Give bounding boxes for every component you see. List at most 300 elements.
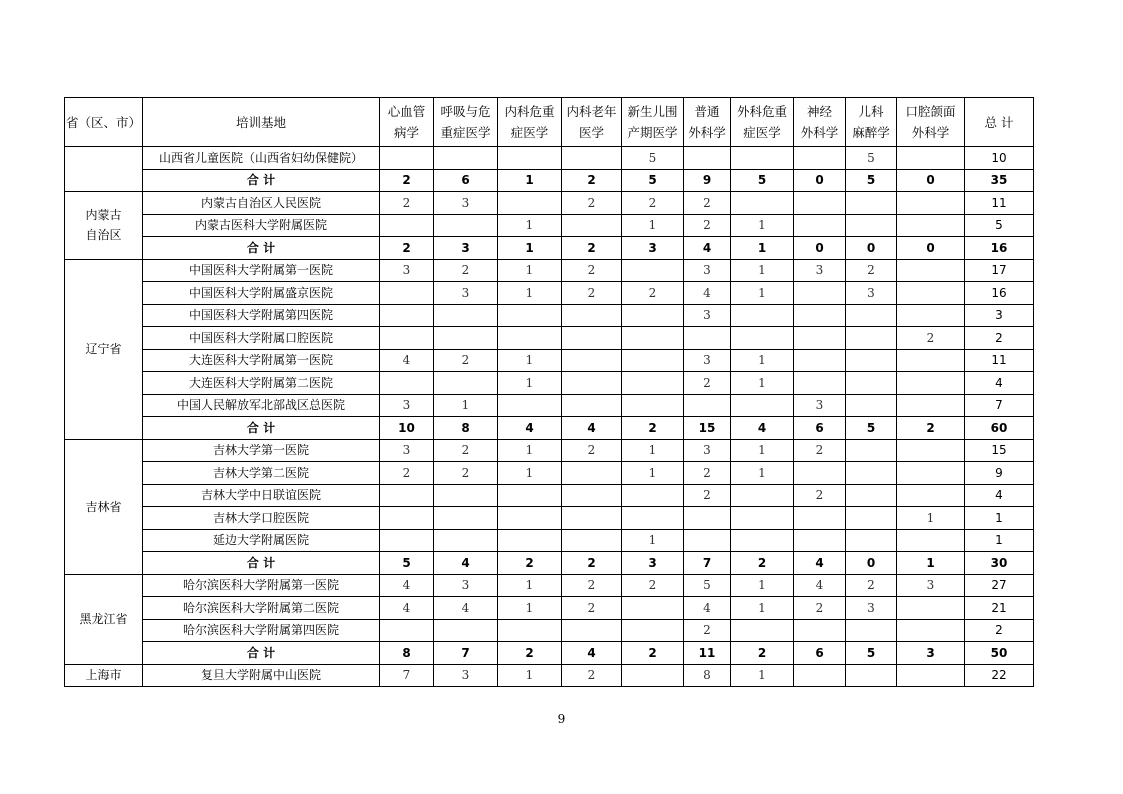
- value-cell: 1: [731, 462, 794, 485]
- header-province: 省（区、市）: [65, 98, 143, 147]
- province-cell: [65, 147, 143, 192]
- value-cell: [846, 372, 897, 395]
- header-line: 外科学: [688, 125, 726, 140]
- value-cell: 3: [684, 259, 731, 282]
- value-cell: 2: [562, 574, 622, 597]
- row-total: 9: [965, 462, 1034, 485]
- header-specialty-5: [622, 98, 684, 147]
- value-cell: [846, 507, 897, 530]
- subtotal-label: 合 计: [143, 169, 380, 192]
- value-cell: 3: [794, 259, 846, 282]
- value-cell: 2: [434, 462, 498, 485]
- value-cell: [794, 214, 846, 237]
- header-line: 症医学: [510, 125, 549, 140]
- subtotal-total: 30: [965, 552, 1034, 575]
- value-cell: 1: [498, 259, 562, 282]
- value-cell: [897, 349, 965, 372]
- subtotal-value: 5: [846, 642, 897, 665]
- header-total: 总 计: [965, 98, 1034, 147]
- subtotal-total: 16: [965, 237, 1034, 260]
- province-cell: [65, 259, 143, 439]
- value-cell: [897, 259, 965, 282]
- header-line: 外科危重: [736, 104, 787, 119]
- row-total: 21: [965, 597, 1034, 620]
- value-cell: [731, 507, 794, 530]
- value-cell: 4: [684, 597, 731, 620]
- subtotal-value: 2: [731, 642, 794, 665]
- value-cell: 3: [434, 282, 498, 305]
- subtotal-value: 3: [434, 237, 498, 260]
- value-cell: 4: [380, 597, 434, 620]
- value-cell: 2: [562, 192, 622, 215]
- value-cell: [897, 372, 965, 395]
- row-total: 15: [965, 439, 1034, 462]
- value-cell: 3: [380, 259, 434, 282]
- value-cell: [846, 664, 897, 687]
- header-specialty-6: [684, 98, 731, 147]
- value-cell: [622, 372, 684, 395]
- value-cell: [562, 214, 622, 237]
- province-name: 内蒙古: [85, 208, 122, 223]
- value-cell: [434, 619, 498, 642]
- value-cell: [380, 507, 434, 530]
- value-cell: [846, 439, 897, 462]
- value-cell: [846, 192, 897, 215]
- value-cell: [897, 439, 965, 462]
- table-row: [65, 484, 1034, 507]
- table-row: [65, 327, 1034, 350]
- value-cell: [498, 394, 562, 417]
- value-cell: 2: [794, 439, 846, 462]
- value-cell: [380, 327, 434, 350]
- value-cell: [380, 214, 434, 237]
- value-cell: 1: [498, 574, 562, 597]
- header-line: 神经: [806, 104, 832, 119]
- value-cell: [622, 349, 684, 372]
- value-cell: [498, 327, 562, 350]
- value-cell: [622, 597, 684, 620]
- header-line: 症医学: [743, 125, 781, 140]
- value-cell: [846, 529, 897, 552]
- value-cell: [434, 529, 498, 552]
- value-cell: 1: [498, 372, 562, 395]
- row-total: 5: [965, 214, 1034, 237]
- value-cell: [434, 507, 498, 530]
- subtotal-value: 2: [498, 552, 562, 575]
- value-cell: 3: [434, 574, 498, 597]
- hospital-name: 哈尔滨医科大学附属第一医院: [143, 574, 380, 597]
- subtotal-value: 0: [897, 237, 965, 260]
- value-cell: 1: [731, 574, 794, 597]
- value-cell: [846, 214, 897, 237]
- province-name: 辽宁省: [85, 342, 122, 356]
- header-line: 麻醉学: [852, 125, 890, 140]
- subtotal-row: [65, 642, 1034, 665]
- subtotal-value: 2: [498, 642, 562, 665]
- hospital-name: 哈尔滨医科大学附属第四医院: [143, 619, 380, 642]
- value-cell: 3: [380, 439, 434, 462]
- value-cell: [622, 327, 684, 350]
- subtotal-value: 2: [562, 552, 622, 575]
- row-total: 10: [965, 147, 1034, 170]
- value-cell: [684, 327, 731, 350]
- value-cell: [684, 394, 731, 417]
- value-cell: 7: [380, 664, 434, 687]
- header-line: 外科学: [911, 125, 950, 140]
- value-cell: [562, 462, 622, 485]
- province-name: 吉林省: [85, 499, 122, 514]
- subtotal-value: 6: [794, 642, 846, 665]
- subtotal-value: 15: [684, 417, 731, 440]
- value-cell: 1: [731, 214, 794, 237]
- province-cell: [65, 664, 143, 687]
- value-cell: 1: [434, 394, 498, 417]
- value-cell: 1: [731, 664, 794, 687]
- value-cell: 1: [731, 597, 794, 620]
- hospital-name: 吉林大学第一医院: [143, 439, 380, 462]
- value-cell: [794, 462, 846, 485]
- subtotal-value: 6: [434, 169, 498, 192]
- value-cell: 1: [498, 664, 562, 687]
- row-total: 17: [965, 259, 1034, 282]
- value-cell: [562, 147, 622, 170]
- header-specialty-10: [897, 98, 965, 147]
- value-cell: [897, 484, 965, 507]
- value-cell: 2: [622, 574, 684, 597]
- subtotal-value: 3: [897, 642, 965, 665]
- subtotal-value: 4: [562, 642, 622, 665]
- subtotal-value: 0: [794, 237, 846, 260]
- value-cell: [897, 214, 965, 237]
- subtotal-value: 8: [434, 417, 498, 440]
- value-cell: [731, 619, 794, 642]
- header-line: 产期医学: [627, 125, 678, 140]
- subtotal-row: [65, 417, 1034, 440]
- hospital-name: 哈尔滨医科大学附属第二医院: [143, 597, 380, 620]
- value-cell: 1: [498, 282, 562, 305]
- value-cell: [498, 192, 562, 215]
- header-line: 普通: [694, 104, 720, 119]
- hospital-name: 内蒙古自治区人民医院: [143, 192, 380, 215]
- row-total: 11: [965, 192, 1034, 215]
- hospital-name: 中国医科大学附属第四医院: [143, 304, 380, 327]
- header-line: 病学: [393, 125, 419, 140]
- value-cell: [434, 147, 498, 170]
- subtotal-value: 2: [622, 642, 684, 665]
- table-row: [65, 619, 1034, 642]
- value-cell: [731, 394, 794, 417]
- value-cell: 2: [897, 327, 965, 350]
- subtotal-value: 5: [731, 169, 794, 192]
- subtotal-value: 4: [684, 237, 731, 260]
- value-cell: 2: [794, 484, 846, 507]
- subtotal-value: 10: [380, 417, 434, 440]
- value-cell: 4: [434, 597, 498, 620]
- value-cell: 4: [380, 349, 434, 372]
- value-cell: [794, 304, 846, 327]
- value-cell: [434, 327, 498, 350]
- province-cell: [65, 192, 143, 260]
- value-cell: [562, 484, 622, 507]
- value-cell: 2: [794, 597, 846, 620]
- value-cell: [897, 529, 965, 552]
- value-cell: [622, 304, 684, 327]
- row-total: 7: [965, 394, 1034, 417]
- subtotal-value: 5: [846, 169, 897, 192]
- value-cell: 3: [434, 192, 498, 215]
- hospital-name: 吉林大学口腔医院: [143, 507, 380, 530]
- subtotal-value: 2: [562, 169, 622, 192]
- value-cell: 1: [731, 259, 794, 282]
- header-training-base: 培训基地: [143, 98, 380, 147]
- value-cell: [434, 304, 498, 327]
- subtotal-total: 35: [965, 169, 1034, 192]
- value-cell: [897, 664, 965, 687]
- subtotal-value: 2: [380, 169, 434, 192]
- hospital-name: 中国人民解放军北部战区总医院: [143, 394, 380, 417]
- subtotal-value: 2: [897, 417, 965, 440]
- value-cell: [731, 484, 794, 507]
- subtotal-value: 4: [562, 417, 622, 440]
- value-cell: 2: [684, 462, 731, 485]
- value-cell: [498, 619, 562, 642]
- subtotal-value: 9: [684, 169, 731, 192]
- row-total: 4: [965, 372, 1034, 395]
- value-cell: 2: [684, 192, 731, 215]
- header-specialty-4: [562, 98, 622, 147]
- value-cell: [731, 147, 794, 170]
- hospital-name: 中国医科大学附属口腔医院: [143, 327, 380, 350]
- value-cell: [498, 507, 562, 530]
- subtotal-value: 0: [846, 552, 897, 575]
- table-row: [65, 529, 1034, 552]
- row-total: 2: [965, 619, 1034, 642]
- value-cell: [380, 529, 434, 552]
- value-cell: [380, 619, 434, 642]
- value-cell: [562, 529, 622, 552]
- table-row: [65, 214, 1034, 237]
- header-specialty-9: [846, 98, 897, 147]
- value-cell: [380, 147, 434, 170]
- row-total: 2: [965, 327, 1034, 350]
- training-base-table: [64, 97, 1034, 687]
- value-cell: [731, 327, 794, 350]
- value-cell: [380, 282, 434, 305]
- hospital-name: 大连医科大学附属第二医院: [143, 372, 380, 395]
- value-cell: [897, 394, 965, 417]
- value-cell: [562, 619, 622, 642]
- row-total: 22: [965, 664, 1034, 687]
- subtotal-value: 1: [731, 237, 794, 260]
- province-name: 自治区: [85, 228, 122, 243]
- hospital-name: 内蒙古医科大学附属医院: [143, 214, 380, 237]
- subtotal-value: 4: [434, 552, 498, 575]
- hospital-name: 山西省儿童医院（山西省妇幼保健院）: [143, 147, 380, 170]
- subtotal-value: 4: [794, 552, 846, 575]
- header-specialty-2: [434, 98, 498, 147]
- subtotal-value: 0: [794, 169, 846, 192]
- value-cell: 1: [897, 507, 965, 530]
- value-cell: [846, 304, 897, 327]
- value-cell: [498, 304, 562, 327]
- value-cell: 1: [622, 214, 684, 237]
- page-number: 9: [557, 712, 566, 726]
- province-name: 上海市: [85, 668, 122, 683]
- row-total: 11: [965, 349, 1034, 372]
- value-cell: [622, 259, 684, 282]
- table-row: [65, 372, 1034, 395]
- value-cell: 4: [794, 574, 846, 597]
- value-cell: 1: [622, 439, 684, 462]
- value-cell: [897, 147, 965, 170]
- subtotal-total: 60: [965, 417, 1034, 440]
- subtotal-value: 8: [380, 642, 434, 665]
- header-line: 新生儿围: [627, 104, 678, 119]
- value-cell: [622, 484, 684, 507]
- hospital-name: 复旦大学附属中山医院: [143, 664, 380, 687]
- subtotal-value: 0: [897, 169, 965, 192]
- value-cell: 2: [684, 372, 731, 395]
- value-cell: 2: [562, 439, 622, 462]
- value-cell: 2: [846, 259, 897, 282]
- value-cell: 3: [684, 304, 731, 327]
- row-total: 3: [965, 304, 1034, 327]
- table-row: [65, 282, 1034, 305]
- value-cell: 2: [380, 192, 434, 215]
- value-cell: [380, 304, 434, 327]
- header-line: 重症医学: [440, 125, 491, 140]
- table-row: [65, 597, 1034, 620]
- value-cell: [684, 147, 731, 170]
- value-cell: 2: [562, 597, 622, 620]
- value-cell: [794, 349, 846, 372]
- value-cell: [684, 507, 731, 530]
- province-cell: [65, 574, 143, 664]
- subtotal-value: 2: [622, 417, 684, 440]
- header-line: 内科危重: [504, 104, 555, 119]
- value-cell: [498, 147, 562, 170]
- value-cell: 2: [684, 214, 731, 237]
- value-cell: 2: [846, 574, 897, 597]
- value-cell: [846, 462, 897, 485]
- hospital-name: 延边大学附属医院: [143, 529, 380, 552]
- row-total: 1: [965, 507, 1034, 530]
- value-cell: 4: [684, 282, 731, 305]
- value-cell: 2: [562, 664, 622, 687]
- value-cell: 5: [846, 147, 897, 170]
- subtotal-value: 2: [562, 237, 622, 260]
- value-cell: [846, 484, 897, 507]
- value-cell: [794, 507, 846, 530]
- value-cell: [622, 394, 684, 417]
- value-cell: 2: [434, 349, 498, 372]
- row-total: 1: [965, 529, 1034, 552]
- value-cell: [794, 529, 846, 552]
- table-row: [65, 462, 1034, 485]
- value-cell: 1: [622, 529, 684, 552]
- value-cell: 3: [434, 664, 498, 687]
- subtotal-value: 3: [622, 552, 684, 575]
- value-cell: 2: [434, 439, 498, 462]
- value-cell: [731, 192, 794, 215]
- row-total: 16: [965, 282, 1034, 305]
- value-cell: 1: [498, 597, 562, 620]
- value-cell: [794, 327, 846, 350]
- subtotal-value: 1: [498, 237, 562, 260]
- value-cell: 1: [498, 214, 562, 237]
- value-cell: 5: [622, 147, 684, 170]
- value-cell: [434, 214, 498, 237]
- value-cell: [794, 192, 846, 215]
- value-cell: [622, 619, 684, 642]
- value-cell: 3: [897, 574, 965, 597]
- subtotal-value: 7: [434, 642, 498, 665]
- value-cell: 2: [622, 282, 684, 305]
- value-cell: [897, 282, 965, 305]
- hospital-name: 大连医科大学附属第一医院: [143, 349, 380, 372]
- value-cell: 1: [731, 282, 794, 305]
- value-cell: 3: [846, 282, 897, 305]
- value-cell: 3: [684, 349, 731, 372]
- header-line: 医学: [578, 125, 604, 140]
- subtotal-total: 50: [965, 642, 1034, 665]
- table-row: [65, 304, 1034, 327]
- value-cell: 2: [562, 259, 622, 282]
- header-specialty-8: [794, 98, 846, 147]
- value-cell: [562, 304, 622, 327]
- table-row: [65, 394, 1034, 417]
- subtotal-row: [65, 169, 1034, 192]
- value-cell: [498, 529, 562, 552]
- value-cell: 1: [498, 462, 562, 485]
- subtotal-value: 1: [498, 169, 562, 192]
- table-row: [65, 664, 1034, 687]
- subtotal-value: 5: [846, 417, 897, 440]
- subtotal-row: [65, 237, 1034, 260]
- value-cell: [684, 529, 731, 552]
- table-row: [65, 192, 1034, 215]
- province-name: 黑龙江省: [79, 612, 128, 626]
- subtotal-value: 0: [846, 237, 897, 260]
- table-row: [65, 507, 1034, 530]
- value-cell: [794, 664, 846, 687]
- header-line: 心血管: [387, 104, 426, 119]
- value-cell: [794, 147, 846, 170]
- value-cell: [434, 372, 498, 395]
- table-body: [65, 147, 1034, 687]
- value-cell: [897, 462, 965, 485]
- value-cell: [380, 372, 434, 395]
- value-cell: [794, 282, 846, 305]
- value-cell: [562, 327, 622, 350]
- header-line: 口腔颌面: [905, 104, 956, 119]
- value-cell: 1: [731, 372, 794, 395]
- subtotal-label: 合 计: [143, 642, 380, 665]
- header-line: 儿科: [858, 104, 884, 119]
- value-cell: [498, 484, 562, 507]
- value-cell: [562, 507, 622, 530]
- value-cell: [846, 349, 897, 372]
- value-cell: [562, 394, 622, 417]
- row-total: 27: [965, 574, 1034, 597]
- hospital-name: 中国医科大学附属盛京医院: [143, 282, 380, 305]
- header-specialty-7: [731, 98, 794, 147]
- value-cell: [897, 304, 965, 327]
- subtotal-value: 5: [380, 552, 434, 575]
- subtotal-label: 合 计: [143, 237, 380, 260]
- table-row: [65, 349, 1034, 372]
- table-row: [65, 147, 1034, 170]
